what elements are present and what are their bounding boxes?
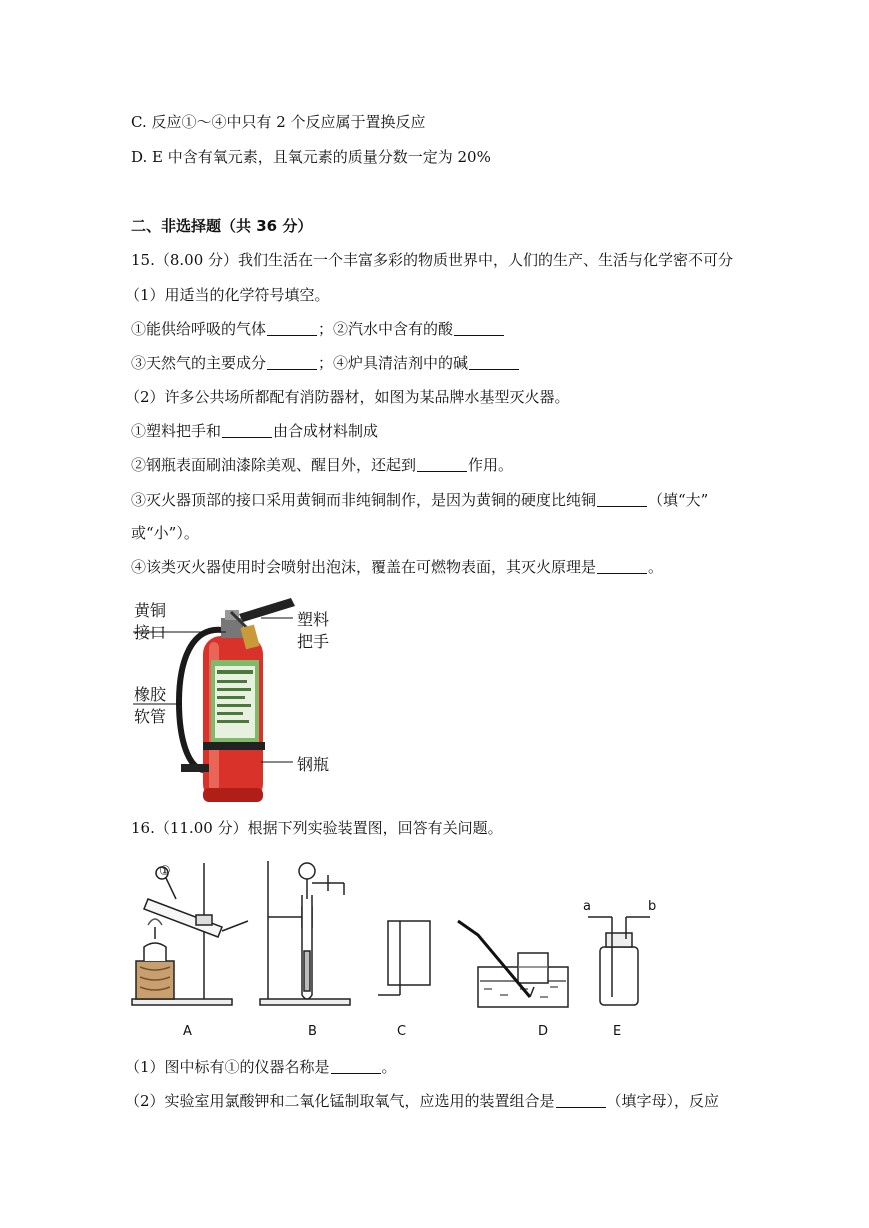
port-b-label: b	[648, 899, 657, 914]
question-15-part2-b	[131, 455, 513, 475]
label-text: 橡胶	[134, 685, 167, 704]
answer-blank[interactable]	[331, 1058, 381, 1074]
apparatus-b	[260, 861, 350, 1005]
question-15: 15.（8.00 分）我们生活在一个丰富多彩的物质世界中，人们的生产、生活与化学密不可分	[131, 251, 734, 269]
question-15-part2: （2）许多公共场所都配有消防器材，如图为某品牌水基型灭火器。	[125, 388, 570, 406]
prompt-text: ；②汽水中含有的酸	[318, 320, 454, 338]
apparatus-e	[588, 917, 650, 1005]
label-text: 软管	[134, 707, 167, 726]
label-text: 接口	[134, 623, 167, 642]
question-15-part1-row2	[131, 353, 520, 373]
question-15-part1: （1）用适当的化学符号填空。	[125, 286, 330, 304]
prompt-text: （1）图中标有①的仪器名称是	[125, 1058, 330, 1076]
label-plastic-handle	[297, 609, 329, 653]
label-text: 把手	[297, 632, 330, 651]
prompt-text: （2）实验室用氯酸钾和二氧化锰制取氧气，应选用的装置组合是	[125, 1092, 555, 1110]
apparatus-label-a: A	[183, 1024, 192, 1039]
question-15-part2-a	[131, 421, 378, 441]
lab-apparatus-figure	[130, 855, 670, 1015]
prompt-text: ③灭火器顶部的接口采用黄铜而非纯铜制作，是因为黄铜的硬度比纯铜	[131, 491, 597, 509]
label-text: 塑料	[297, 610, 330, 629]
prompt-text: ；④炉具清洁剂中的碱	[318, 354, 469, 372]
question-16: 16.（11.00 分）根据下列实验装置图，回答有关问题。	[131, 819, 503, 837]
option-c: C. 反应①～④中只有 2 个反应属于置换反应	[131, 113, 426, 131]
option-d: D. E 中含有氧元素，且氧元素的质量分数一定为 20%	[131, 148, 491, 166]
apparatus-label-e: E	[613, 1024, 622, 1039]
answer-blank[interactable]	[556, 1092, 606, 1108]
prompt-text: ①塑料把手和	[131, 422, 222, 440]
label-text: 黄铜	[134, 601, 167, 620]
prompt-text: （填字母），反应	[606, 1092, 720, 1110]
answer-blank[interactable]	[267, 354, 317, 370]
prompt-text: 由合成材料制成	[273, 422, 379, 440]
apparatus-label-d: D	[538, 1024, 549, 1039]
question-16-part1	[125, 1057, 397, 1077]
section-heading: 二、非选择题（共 36 分）	[131, 217, 313, 235]
prompt-text: 作用。	[468, 456, 514, 474]
apparatus-a	[132, 863, 248, 1005]
question-15-part1-row1	[131, 319, 505, 339]
apparatus-d	[458, 921, 568, 1007]
prompt-text: 。	[648, 558, 664, 576]
answer-blank[interactable]	[597, 558, 647, 574]
question-15-part2-d	[131, 557, 663, 577]
port-a-label: a	[583, 899, 591, 914]
question-16-part2	[125, 1091, 719, 1111]
marker-instrument-1: ①	[159, 864, 171, 879]
prompt-text: （填“大”	[648, 491, 709, 509]
question-15-part2-c-cont: 或“小”）。	[131, 524, 199, 542]
prompt-text: ②钢瓶表面刷油漆除美观、醒目外，还起到	[131, 456, 417, 474]
prompt-text: ①能供给呼吸的气体	[131, 320, 267, 338]
answer-blank[interactable]	[454, 320, 504, 336]
label-brass-connector	[134, 600, 166, 644]
apparatus-c	[378, 921, 430, 995]
prompt-text: ④该类灭火器使用时会喷射出泡沫，覆盖在可燃物表面，其灭火原理是	[131, 558, 597, 576]
answer-blank[interactable]	[597, 491, 647, 507]
answer-blank[interactable]	[417, 456, 467, 472]
apparatus-label-c: C	[397, 1024, 407, 1039]
answer-blank[interactable]	[267, 320, 317, 336]
label-rubber-hose	[134, 684, 166, 728]
question-15-part2-c	[131, 490, 708, 510]
answer-blank[interactable]	[469, 354, 519, 370]
label-steel-cylinder: 钢瓶	[297, 755, 330, 774]
prompt-text: 。	[381, 1058, 397, 1076]
apparatus-label-b: B	[308, 1024, 317, 1039]
answer-blank[interactable]	[222, 422, 272, 438]
prompt-text: ③天然气的主要成分	[131, 354, 267, 372]
